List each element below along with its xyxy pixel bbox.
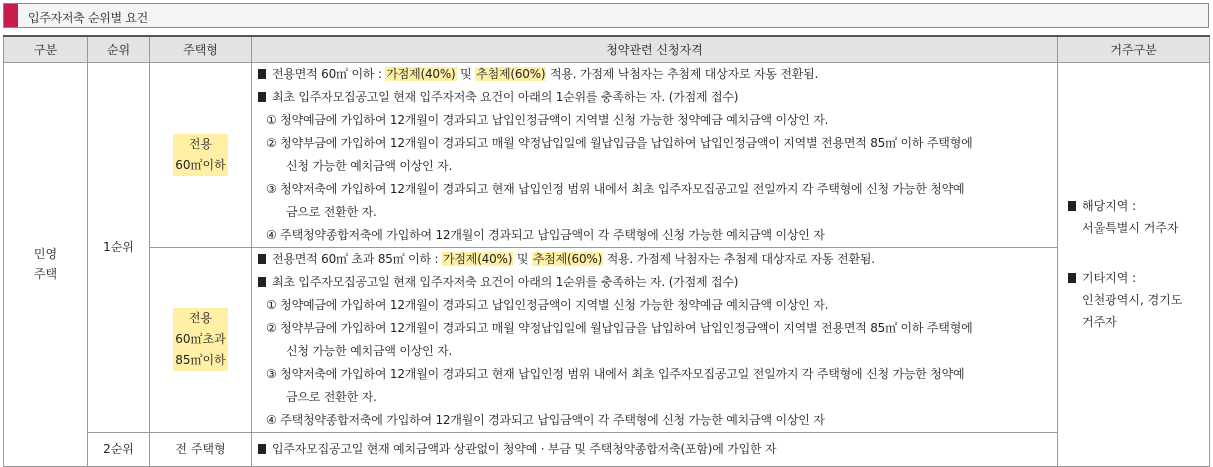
category-cell bbox=[4, 62, 88, 466]
condition-line bbox=[258, 86, 1049, 109]
qualification-cell bbox=[252, 432, 1058, 466]
intro-text: 전용면적 60㎡ 초과 85㎡ 이하 : bbox=[272, 251, 443, 266]
square-bullet-icon bbox=[258, 277, 266, 287]
section-title-bar bbox=[3, 3, 1209, 28]
list-item: ② 청약부금에 가입하여 12개월이 경과되고 매월 약정납입일에 월납입금을 납입하여 납입인정금액이 지역별 전용면적 85㎡ 이하 주택형에 bbox=[266, 135, 973, 150]
and-text: 및 bbox=[456, 66, 476, 81]
gajeom-highlight: 가점제(40%) bbox=[386, 66, 456, 81]
header-housing-type: 주택형 bbox=[150, 36, 252, 62]
requirements-table bbox=[3, 35, 1210, 467]
list-item: ② 청약부금에 가입하여 12개월이 경과되고 매월 약정납입일에 월납입금을 납입하여 납입인정금액이 지역별 전용면적 85㎡ 이하 주택형에 bbox=[266, 320, 973, 335]
header-qualification: 청약관련 신청자격 bbox=[252, 36, 1058, 62]
category-line: 주택 bbox=[33, 267, 58, 281]
square-bullet-icon bbox=[258, 444, 266, 454]
other-area-label: 기타지역 : bbox=[1082, 271, 1137, 285]
housing-type-line: 85㎡이하 bbox=[175, 353, 226, 367]
table-header-row bbox=[4, 36, 1210, 62]
header-category: 구분 bbox=[4, 36, 88, 62]
intro-line bbox=[258, 248, 1049, 271]
chucheom-highlight: 추첨제(60%) bbox=[476, 66, 546, 81]
other-area-value: 거주자 bbox=[1082, 315, 1117, 329]
residence-cell bbox=[1058, 62, 1210, 466]
category-line: 민영 bbox=[33, 247, 58, 261]
housing-type-highlight bbox=[173, 134, 227, 176]
local-area-value: 서울특별시 거주자 bbox=[1082, 221, 1179, 235]
condition-line bbox=[258, 271, 1049, 294]
local-area-label-line bbox=[1068, 195, 1209, 217]
list-item-continuation: 신청 가능한 예치금액 이상인 자. bbox=[286, 343, 453, 358]
housing-type-line: 60㎡초과 bbox=[175, 332, 226, 346]
list-item-continuation: 신청 가능한 예치금액 이상인 자. bbox=[286, 158, 453, 173]
table-row bbox=[4, 432, 1210, 466]
table-row bbox=[4, 247, 1210, 432]
housing-type-line: 전용 bbox=[188, 136, 213, 151]
square-bullet-icon bbox=[258, 92, 266, 102]
intro-suffix: 적용. 가점제 낙첨자는 추첨제 대상자로 자동 전환됨. bbox=[546, 66, 819, 81]
square-bullet-icon bbox=[258, 254, 266, 264]
list-item: ③ 청약저축에 가입하여 12개월이 경과되고 현재 납입인정 범위 내에서 최초 입주자모집공고일 전일까지 각 주택형에 신청 가능한 청약예 bbox=[266, 366, 965, 381]
section-title: 입주자저축 순위별 요건 bbox=[28, 11, 148, 25]
list-item: ④ 주택청약종합저축에 가입하여 12개월이 경과되고 납입금액이 각 주택형에 신청 가능한 예치금액 이상인 자 bbox=[266, 227, 825, 242]
spacer bbox=[1068, 239, 1209, 267]
intro-line bbox=[258, 63, 1049, 86]
table-row bbox=[4, 62, 1210, 247]
and-text: 및 bbox=[513, 251, 532, 266]
residence-block bbox=[1058, 195, 1209, 333]
condition-text: 최초 입주자모집공고일 현재 입주자저축 요건이 아래의 1순위를 충족하는 자. (가점제 접수) bbox=[272, 89, 739, 104]
condition-text: 최초 입주자모집공고일 현재 입주자저축 요건이 아래의 1순위를 충족하는 자. (가점제 접수) bbox=[272, 274, 739, 289]
square-bullet-icon bbox=[258, 69, 266, 79]
header-residence: 거주구분 bbox=[1058, 36, 1210, 62]
gajeom-highlight: 가점제(40%) bbox=[443, 251, 513, 266]
list-item: ③ 청약저축에 가입하여 12개월이 경과되고 현재 납입인정 범위 내에서 최초 입주자모집공고일 전일까지 각 주택형에 신청 가능한 청약예 bbox=[266, 181, 965, 196]
qualification-cell bbox=[252, 62, 1058, 247]
chucheom-highlight: 추첨제(60%) bbox=[532, 251, 603, 266]
rank-cell: 1순위 bbox=[88, 62, 150, 432]
header-rank: 순위 bbox=[88, 36, 150, 62]
square-bullet-icon bbox=[1068, 273, 1076, 283]
intro-text: 전용면적 60㎡ 이하 : bbox=[272, 66, 386, 81]
list-item-continuation: 금으로 전환한 자. bbox=[286, 204, 377, 219]
intro-suffix: 적용. 가점제 낙첨자는 추첨제 대상자로 자동 전환됨. bbox=[603, 251, 875, 266]
housing-type-cell bbox=[150, 62, 252, 247]
housing-type-line: 60㎡이하 bbox=[175, 157, 226, 172]
rank2-line bbox=[258, 438, 1049, 461]
housing-type-line: 전용 bbox=[188, 311, 213, 325]
list-item: ① 청약예금에 가입하여 12개월이 경과되고 납입인정금액이 지역별 신청 가능한 청약예금 예치금액 이상인 자. bbox=[266, 297, 829, 312]
title-accent-mark bbox=[4, 4, 18, 27]
square-bullet-icon bbox=[1068, 201, 1076, 211]
qualification-cell bbox=[252, 247, 1058, 432]
list-item-continuation: 금으로 전환한 자. bbox=[286, 389, 377, 404]
other-area-value: 인천광역시, 경기도 bbox=[1082, 293, 1183, 307]
list-item: ① 청약예금에 가입하여 12개월이 경과되고 납입인정금액이 지역별 신청 가능한 청약예금 예치금액 이상인 자. bbox=[266, 112, 829, 127]
housing-type-highlight bbox=[173, 308, 227, 371]
rank2-text: 입주자모집공고일 현재 예치금액과 상관없이 청약예 · 부금 및 주택청약종합저축(포함)에 가입한 자 bbox=[272, 441, 777, 456]
list-item: ④ 주택청약종합저축에 가입하여 12개월이 경과되고 납입금액이 각 주택형에 신청 가능한 예치금액 이상인 자 bbox=[266, 412, 825, 427]
local-area-label: 해당지역 : bbox=[1082, 199, 1137, 213]
housing-type-cell: 전 주택형 bbox=[150, 432, 252, 466]
housing-type-cell bbox=[150, 247, 252, 432]
rank-cell: 2순위 bbox=[88, 432, 150, 466]
other-area-label-line bbox=[1068, 267, 1209, 289]
